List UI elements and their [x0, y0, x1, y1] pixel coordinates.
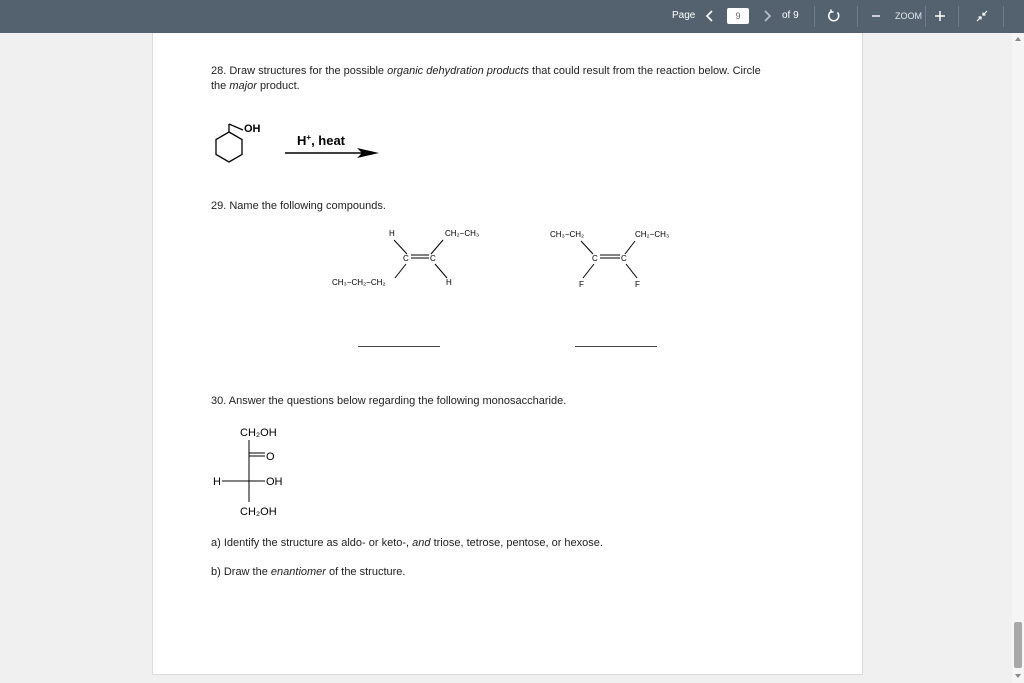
bond [395, 264, 406, 278]
toolbar-divider [1003, 6, 1004, 27]
question-text: triose, tetrose, pentose, or hexose. [433, 537, 603, 549]
toolbar-divider [814, 6, 815, 27]
previous-page-button[interactable] [703, 5, 717, 27]
hydroxyl-label: OH [244, 123, 261, 135]
answer-line [358, 346, 440, 347]
chevron-left-icon [705, 10, 715, 22]
rotate-button[interactable] [826, 5, 842, 27]
question-text: of the structure. [329, 566, 406, 578]
rotate-icon [827, 9, 841, 23]
question-text: the [211, 80, 227, 92]
pdf-toolbar [0, 0, 1024, 33]
substituent-label: CH₃−CH₂−CH₂ [332, 278, 386, 287]
page-count-label: of 9 [782, 10, 799, 21]
substituent-label: H [446, 278, 452, 287]
bond [625, 241, 635, 254]
bond [581, 241, 593, 254]
question-30a-text [211, 536, 603, 551]
bond [394, 240, 407, 254]
question-30b-text [211, 565, 405, 580]
substituent-label: F [635, 280, 640, 289]
carbonyl-oxygen-label: O [266, 451, 275, 463]
emphasis-text: organic dehydration products [387, 65, 529, 77]
question-text: b) Draw the [211, 566, 268, 578]
question-29-text: 29. Name the following compounds. [211, 200, 386, 212]
cyclohexane-ring [216, 132, 242, 162]
substituent-label: CH₂−CH₃ [445, 229, 480, 238]
plus-icon [934, 10, 946, 22]
hydroxyl-label: OH [266, 476, 283, 488]
carbon-label: C [430, 254, 436, 263]
question-text: product. [259, 80, 300, 92]
substituent-label: CH₃−CH₂ [550, 230, 585, 239]
scrollbar-thumb[interactable] [1014, 622, 1022, 668]
zoom-label: ZOOM [895, 11, 922, 21]
scroll-up-icon[interactable] [1013, 35, 1023, 43]
group-label: CH₂OH [240, 506, 277, 518]
bond [431, 240, 443, 254]
next-page-button[interactable] [760, 5, 774, 27]
bond [435, 264, 447, 278]
scroll-down-icon[interactable] [1013, 672, 1023, 680]
fullscreen-button[interactable] [974, 5, 990, 27]
carbon-label: C [403, 254, 409, 263]
minus-icon [871, 11, 881, 21]
substituent-label: F [579, 280, 584, 289]
fischer-projection [205, 420, 315, 525]
question-text: a) Identify the structure as aldo- or keto-, [211, 537, 410, 549]
compound-1-structure [325, 222, 505, 292]
question-number: 28. [211, 65, 227, 77]
substituent-label: H [389, 229, 395, 238]
collapse-arrows-icon [976, 10, 988, 22]
bond [626, 264, 637, 278]
bond [583, 264, 594, 278]
reagent-label: H+, heat [297, 133, 346, 148]
substituent-label: CH₂−CH₃ [635, 230, 670, 239]
toolbar-divider [958, 6, 959, 27]
carbon-label: C [592, 254, 598, 263]
zoom-out-button[interactable] [869, 5, 883, 27]
hydrogen-label: H [213, 476, 221, 488]
page-label: Page [672, 10, 696, 21]
group-label: CH₂OH [240, 427, 277, 439]
vertical-scrollbar[interactable] [1012, 33, 1024, 683]
toolbar-divider [925, 6, 926, 27]
q28-reaction-diagram [205, 115, 395, 173]
question-text: Draw structures for the possible [229, 65, 385, 77]
compound-2-structure [545, 222, 695, 292]
question-28-text [211, 64, 831, 94]
page-number-input[interactable] [727, 8, 749, 24]
emphasis-text: and [412, 537, 431, 549]
chevron-right-icon [762, 10, 772, 22]
emphasis-text: major [229, 80, 257, 92]
toolbar-divider [857, 6, 858, 27]
carbon-label: C [621, 254, 627, 263]
emphasis-text: enantiomer [270, 566, 326, 578]
question-text: that could result from the reaction below. Circle [532, 65, 761, 77]
zoom-in-button[interactable] [932, 5, 948, 27]
question-30-text: 30. Answer the questions below regarding the following monosaccharide. [211, 395, 567, 407]
answer-line [575, 346, 657, 347]
bond [229, 124, 243, 130]
